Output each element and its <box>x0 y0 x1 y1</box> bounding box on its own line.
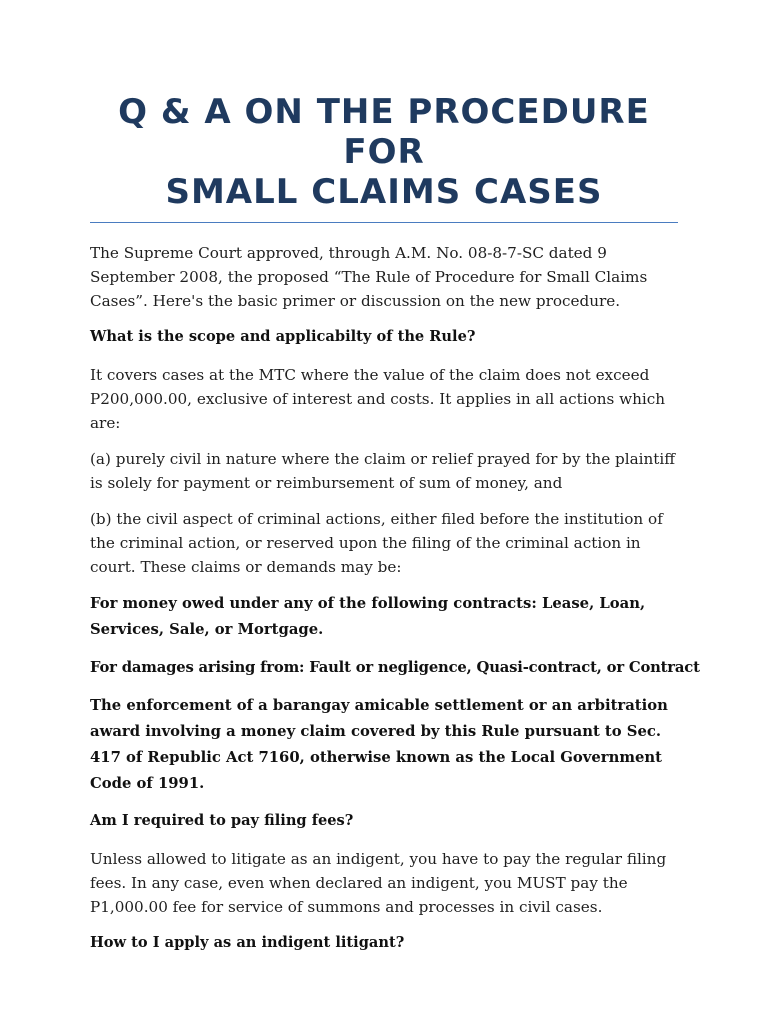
answer-scope: It covers cases at the MTC where the value of the claim does not exceed P200,000.00, exclusive of interest and costs. It applies in all actions which are: <box>90 366 666 432</box>
question-scope: What is the scope and applicabilty of the Rule? <box>90 328 476 345</box>
intro-paragraph: The Supreme Court approved, through A.M. No. 08-8-7-SC dated 9 September 2008, the proposed “The Rule of Procedure for Small Claims Cases”. Here's the basic primer or discussion on the new procedure. <box>90 244 648 310</box>
question-indigent: How to I apply as an indigent litigant? <box>90 934 405 951</box>
damages-item: For damages arising from: Fault or negligence, Quasi-contract, or Contract <box>90 659 700 676</box>
answer-filing-fees: Unless allowed to litigate as an indigent, you have to pay the regular filing fees. In any case, even when declared an indigent, you MUST pay the P1,000.00 fee for service of summons and processes in civil cases. <box>90 850 667 916</box>
question-filing-fees: Am I required to pay filing fees? <box>90 812 354 829</box>
document-title <box>90 92 678 212</box>
title-line-1: Q & A ON THE PROCEDURE FOR <box>118 92 650 172</box>
title-divider <box>90 222 678 223</box>
item-a-paragraph: (a) purely civil in nature where the claim or relief prayed for by the plaintiff is solely for payment or reimbursement of sum of money, and <box>90 450 676 492</box>
title-line-2: SMALL CLAIMS CASES <box>165 172 603 212</box>
money-owed-item: For money owed under any of the following contracts: Lease, Loan, Services, Sale, or Mortgage. <box>90 595 646 638</box>
enforcement-item: The enforcement of a barangay amicable settlement or an arbitration award involving a money claim covered by this Rule pursuant to Sec. 417 of Republic Act 7160, otherwise known as the Local Government Code of 1991. <box>90 697 668 792</box>
item-b-paragraph: (b) the civil aspect of criminal actions, either filed before the institution of the criminal action, or reserved upon the filing of the criminal action in court. These claims or demands may be: <box>90 510 663 576</box>
